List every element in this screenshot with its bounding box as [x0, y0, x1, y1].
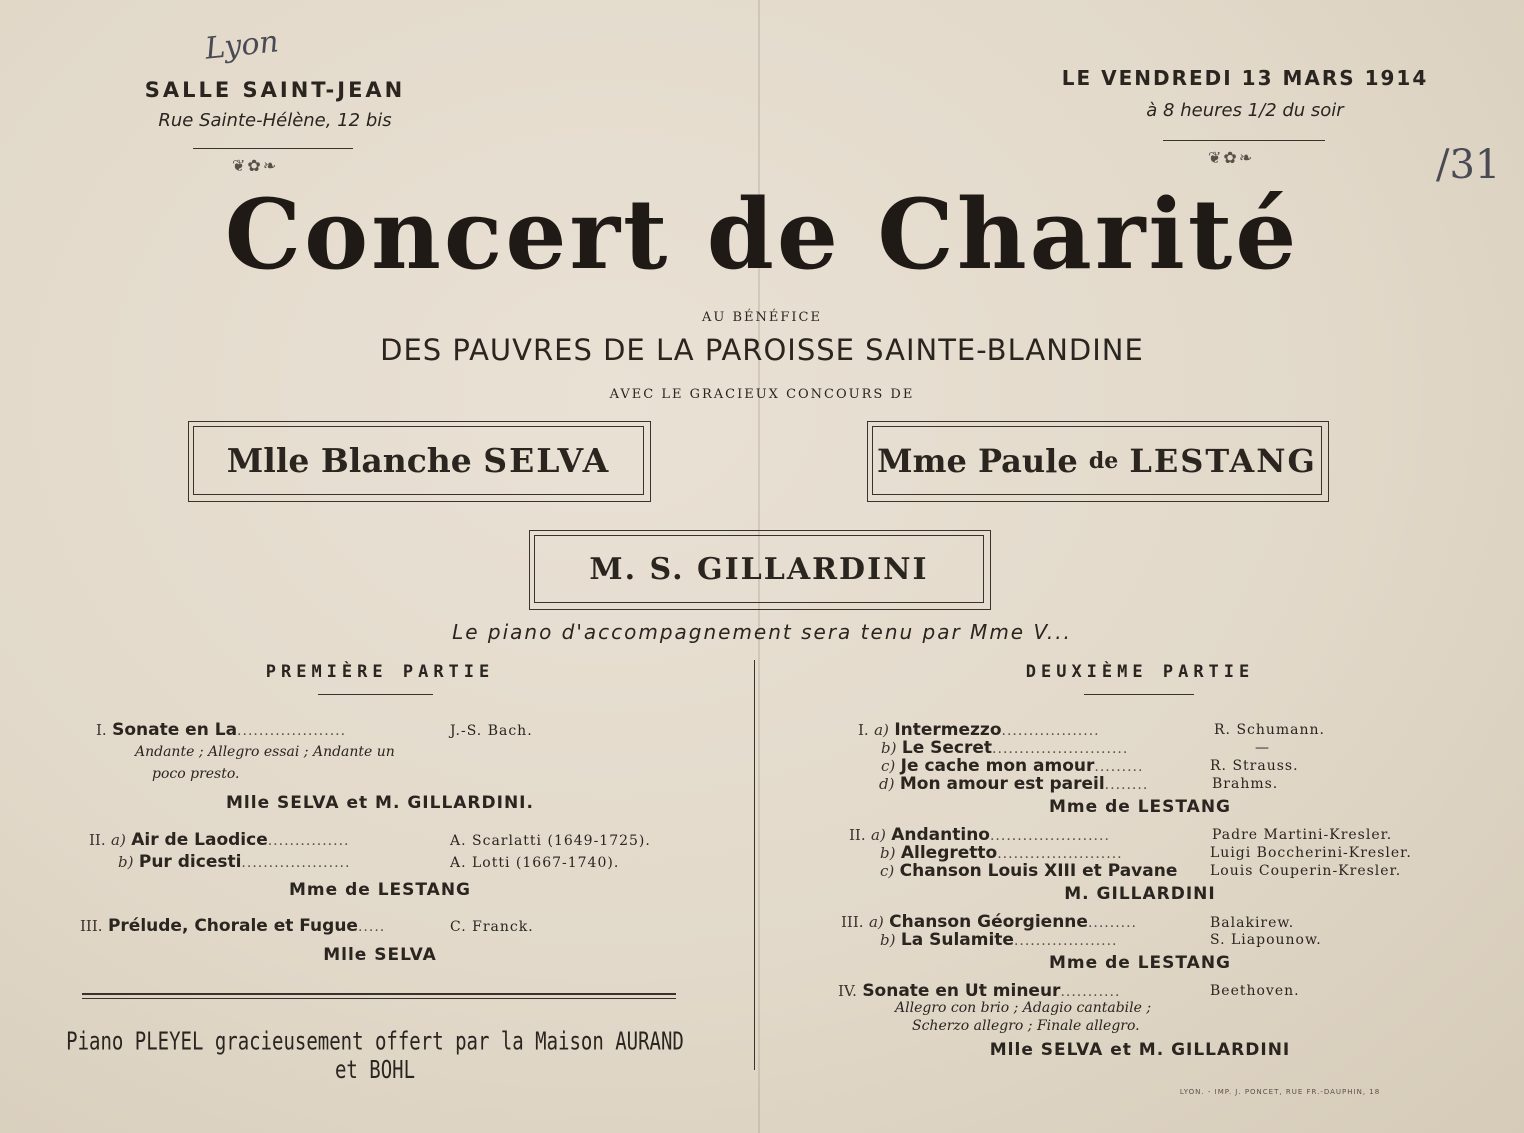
- leader-dots: .........: [1087, 915, 1137, 931]
- composer: —: [1255, 740, 1270, 756]
- part2-heading-rule: [1084, 694, 1194, 695]
- artist-last-name: SELVA: [483, 441, 611, 480]
- part1-heading: PREMIÈRE PARTIE: [265, 662, 495, 682]
- piece-title: Le Secret: [901, 738, 993, 758]
- concert-date: LE VENDREDI 13 MARS 1914: [1061, 66, 1429, 90]
- piano-credit: Piano PLEYEL gracieusement offert par la Maison AURAND et BOHL: [66, 1027, 684, 1085]
- artist-box-selva: [193, 426, 644, 495]
- double-rule-top: [82, 993, 676, 995]
- leader-dots: .........................: [992, 741, 1129, 757]
- composer: S. Liapounow.: [1210, 932, 1322, 948]
- concert-title: Concert de Charité: [224, 178, 1300, 291]
- artist-particle: de: [1088, 447, 1119, 474]
- performers: Mlle SELVA: [323, 945, 437, 965]
- item-letter: c): [881, 757, 896, 775]
- artist-first-name: Paule: [977, 441, 1078, 480]
- composer: R. Strauss.: [1210, 758, 1299, 774]
- program-item: [881, 738, 1128, 758]
- item-number: I.: [858, 721, 869, 739]
- program-item: [118, 852, 350, 872]
- item-number: II.: [849, 826, 866, 844]
- composer: Luigi Boccherini-Kresler.: [1210, 845, 1412, 861]
- program-item: [880, 930, 1118, 950]
- leader-dots: ...........: [1060, 984, 1121, 1000]
- composer: R. Schumann.: [1214, 722, 1326, 738]
- leader-dots: ...................: [1013, 933, 1118, 949]
- column-divider: [754, 660, 755, 1070]
- artist-box-lestang: [872, 426, 1322, 495]
- leader-dots: ...............: [267, 833, 350, 849]
- piece-title: Pur dicesti: [138, 852, 242, 872]
- performers: M. GILLARDINI: [1064, 884, 1216, 904]
- performers: Mme de LESTANG: [289, 880, 471, 900]
- performers: Mme de LESTANG: [1049, 953, 1231, 973]
- item-number: I.: [96, 721, 107, 739]
- composer: J.-S. Bach.: [450, 723, 533, 739]
- concert-time: à 8 heures 1/2 du soir: [1146, 100, 1344, 121]
- date-rule: [1163, 140, 1325, 141]
- program-item: [849, 825, 1110, 845]
- piece-title: Sonate en Ut mineur: [862, 981, 1061, 1001]
- venue-ornament-icon: ❦✿❧: [232, 156, 279, 175]
- item-letter: c): [880, 862, 895, 880]
- date-ornament-icon: ❦✿❧: [1208, 148, 1255, 167]
- leader-dots: ....................: [241, 855, 351, 871]
- program-item: [89, 830, 350, 850]
- piece-title: Je cache mon amour: [900, 756, 1095, 776]
- program-item: [881, 756, 1143, 776]
- piece-title: Sonate en La: [112, 720, 238, 740]
- item-letter: a): [111, 831, 126, 849]
- artist-last-name: LESTANG: [1129, 441, 1317, 480]
- program-item: [858, 720, 1100, 740]
- program-item: [80, 916, 385, 936]
- program-item: [879, 774, 1148, 794]
- composer: Beethoven.: [1210, 983, 1300, 999]
- movements: poco presto.: [152, 766, 240, 782]
- leader-dots: ..................: [1001, 723, 1100, 739]
- leader-dots: .......................: [997, 846, 1123, 862]
- piece-title: Chanson Géorgienne: [889, 912, 1088, 932]
- item-number: II.: [89, 831, 106, 849]
- item-letter: b): [118, 853, 134, 871]
- leader-dots: ......................: [989, 828, 1110, 844]
- item-letter: a): [868, 913, 884, 931]
- item-letter: b): [881, 739, 897, 757]
- venue-name: SALLE SAINT-JEAN: [144, 78, 406, 102]
- performers: Mlle SELVA et M. GILLARDINI.: [226, 793, 534, 813]
- piece-title: Chanson Louis XIII et Pavane: [899, 861, 1178, 881]
- venue-address: Rue Sainte-Hélène, 12 bis: [158, 110, 392, 131]
- program-item: [880, 861, 1177, 881]
- handwritten-city: Lyon: [203, 24, 281, 67]
- item-number: III.: [841, 913, 864, 931]
- program-item: [838, 981, 1120, 1001]
- performers: Mme de LESTANG: [1049, 797, 1231, 817]
- leader-dots: ....................: [237, 723, 347, 739]
- leader-dots: .....: [357, 919, 386, 935]
- handwritten-number: /31: [1436, 142, 1501, 188]
- piece-title: Intermezzo: [894, 720, 1002, 740]
- composer: Louis Couperin-Kresler.: [1210, 863, 1402, 879]
- piece-title: Allegretto: [900, 843, 998, 863]
- composer: A. Lotti (1667-1740).: [450, 855, 620, 871]
- item-letter: b): [880, 844, 896, 862]
- performers: Mlle SELVA et M. GILLARDINI: [989, 1040, 1291, 1060]
- leader-dots: ........: [1104, 777, 1149, 793]
- piece-title: Air de Laodice: [131, 830, 268, 850]
- program-item: [96, 720, 346, 740]
- printer-imprint: LYON. - IMP. J. PONCET, RUE FR.-DAUPHIN, 18: [1179, 1088, 1381, 1096]
- movements: Allegro con brio ; Adagio cantabile ;: [895, 1000, 1152, 1016]
- movements: Andante ; Allegro essai ; Andante un: [135, 744, 395, 760]
- composer: Balakirew.: [1210, 915, 1295, 931]
- artist-box-gillardini: [534, 535, 984, 603]
- piece-title: Mon amour est pareil: [899, 774, 1105, 794]
- composer: C. Franck.: [450, 919, 534, 935]
- artist-title: Mlle: [226, 441, 310, 480]
- item-letter: b): [880, 931, 896, 949]
- piece-title: La Sulamite: [900, 930, 1014, 950]
- piece-title: Prélude, Chorale et Fugue: [107, 916, 358, 936]
- venue-rule: [193, 148, 353, 149]
- leader-dots: .........: [1094, 759, 1144, 775]
- beneficiary-line: DES PAUVRES DE LA PAROISSE SAINTE-BLANDINE: [380, 333, 1144, 367]
- item-number: IV.: [838, 982, 857, 1000]
- program-item: [841, 912, 1137, 932]
- composer: Padre Martini-Kresler.: [1212, 827, 1393, 843]
- part2-heading: DEUXIÈME PARTIE: [1025, 662, 1255, 682]
- movements: Scherzo allegro ; Finale allegro.: [912, 1018, 1140, 1034]
- piano-accompaniment-note: Le piano d'accompagnement sera tenu par Mme V...: [452, 620, 1072, 644]
- piece-title: Andantino: [891, 825, 990, 845]
- program-item: [880, 843, 1123, 863]
- concours-label: AVEC LE GRACIEUX CONCOURS DE: [609, 387, 915, 402]
- artist-name: M. S. GILLARDINI: [589, 551, 929, 587]
- benefit-label: AU BÉNÉFICE: [702, 310, 822, 325]
- item-letter: a): [871, 826, 886, 844]
- part1-heading-rule: [318, 694, 433, 695]
- item-number: III.: [80, 917, 103, 935]
- artist-title: Mme: [877, 441, 967, 480]
- double-rule-bottom: [82, 998, 676, 999]
- composer: Brahms.: [1212, 776, 1279, 792]
- composer: A. Scarlatti (1649-1725).: [450, 833, 651, 849]
- item-letter: a): [874, 721, 889, 739]
- artist-first-name: Blanche: [320, 441, 472, 480]
- item-letter: d): [879, 775, 895, 793]
